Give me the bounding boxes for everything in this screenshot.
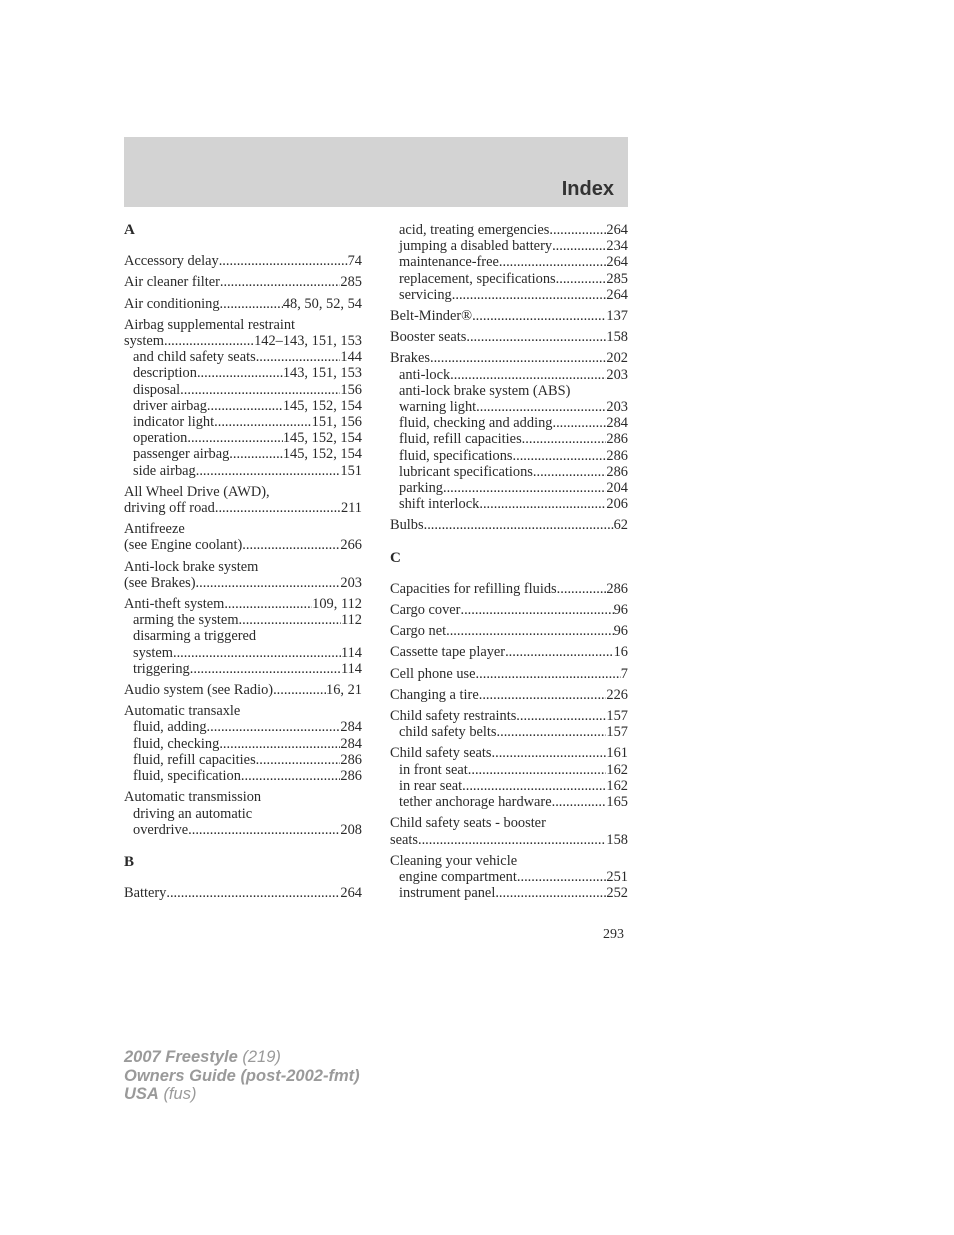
entry-label: overdrive bbox=[133, 821, 189, 838]
entry-page-ref: 112 bbox=[340, 612, 362, 629]
leader-dots bbox=[557, 581, 607, 597]
entry-label: maintenance-free bbox=[399, 254, 499, 271]
index-subentry bbox=[390, 271, 628, 287]
entry-label: fluid, specification bbox=[133, 768, 241, 785]
index-subentry bbox=[124, 736, 362, 752]
index-entry bbox=[124, 537, 362, 553]
index-entry bbox=[390, 581, 628, 597]
leader-dots bbox=[468, 762, 607, 778]
entry-label: lubricant specifications bbox=[399, 463, 533, 480]
entry-label: triggering bbox=[133, 660, 190, 677]
index-section-letter: C bbox=[390, 549, 401, 566]
entry-label: Child safety restraints bbox=[390, 708, 517, 725]
index-subentry bbox=[390, 778, 628, 794]
leader-dots bbox=[479, 687, 607, 703]
index-entry bbox=[390, 644, 628, 660]
entry-page-ref: 285 bbox=[340, 274, 362, 291]
entry-page-ref: 208 bbox=[340, 821, 362, 838]
index-entry bbox=[124, 253, 362, 269]
leader-dots bbox=[450, 367, 606, 383]
entry-label: side airbag bbox=[133, 462, 196, 479]
entry-label: Automatic transmission bbox=[124, 789, 262, 806]
index-subentry bbox=[124, 612, 362, 628]
leader-dots bbox=[190, 661, 341, 677]
entry-label: tether anchorage hardware bbox=[399, 794, 552, 811]
index-subentry bbox=[390, 254, 628, 270]
index-section-letter: B bbox=[124, 853, 135, 870]
entry-page-ref: 143, 151, 153 bbox=[282, 365, 362, 382]
index-subentry bbox=[390, 448, 628, 464]
leader-dots bbox=[173, 645, 341, 661]
entry-label: Cargo net bbox=[390, 623, 447, 640]
entry-label: passenger airbag bbox=[133, 446, 230, 463]
leader-dots bbox=[207, 719, 341, 735]
entry-label: driver airbag bbox=[133, 397, 207, 414]
leader-dots bbox=[476, 399, 606, 415]
leader-dots bbox=[166, 885, 340, 901]
entry-label: child safety belts bbox=[399, 724, 497, 741]
index-subentry bbox=[390, 794, 628, 810]
entry-page-ref: 114 bbox=[340, 644, 362, 661]
leader-dots bbox=[187, 430, 282, 446]
leader-dots bbox=[516, 708, 606, 724]
index-subentry bbox=[124, 752, 362, 768]
index-entry bbox=[390, 350, 628, 366]
entry-page-ref: 161 bbox=[606, 745, 628, 762]
leader-dots bbox=[443, 480, 606, 496]
leader-dots bbox=[214, 414, 311, 430]
entry-label: seats bbox=[390, 831, 418, 848]
entry-label: disposal bbox=[133, 381, 181, 398]
leader-dots bbox=[256, 752, 341, 768]
entry-page-ref: 203 bbox=[340, 574, 362, 591]
entry-page-ref: 211 bbox=[340, 500, 362, 517]
entry-page-ref: 157 bbox=[606, 708, 628, 725]
entry-page-ref: 162 bbox=[606, 777, 628, 794]
entry-label: fluid, refill capacities bbox=[133, 751, 256, 768]
index-entry-heading bbox=[390, 815, 628, 831]
index-subentry bbox=[390, 885, 628, 901]
page-number: 293 bbox=[603, 927, 624, 942]
index-subentry bbox=[390, 287, 628, 303]
entry-page-ref: 109, 112 bbox=[312, 596, 362, 613]
index-subentry bbox=[124, 661, 362, 677]
entry-label: Child safety seats bbox=[390, 745, 492, 762]
index-entry bbox=[390, 602, 628, 618]
entry-page-ref: 286 bbox=[340, 768, 362, 785]
entry-label: Changing a tire bbox=[390, 686, 479, 703]
entry-page-ref: 202 bbox=[606, 350, 628, 367]
document-footer bbox=[124, 1048, 360, 1104]
index-subentry bbox=[390, 222, 628, 238]
entry-label: (see Engine coolant) bbox=[124, 537, 243, 554]
leader-dots bbox=[207, 398, 283, 414]
entry-page-ref: 165 bbox=[606, 794, 628, 811]
leader-dots bbox=[462, 778, 606, 794]
leader-dots bbox=[552, 238, 606, 254]
entry-label: Cassette tape player bbox=[390, 644, 506, 661]
entry-page-ref: 157 bbox=[606, 724, 628, 741]
entry-page-ref: 234 bbox=[606, 238, 628, 255]
entry-label: Cell phone use bbox=[390, 665, 476, 682]
leader-dots bbox=[196, 463, 341, 479]
entry-page-ref: 162 bbox=[606, 761, 628, 778]
leader-dots bbox=[224, 596, 312, 612]
index-entry-heading bbox=[124, 559, 362, 575]
entry-page-ref: 226 bbox=[606, 686, 628, 703]
index-entry-heading bbox=[124, 484, 362, 500]
entry-page-ref: 142–143, 151, 153 bbox=[254, 333, 362, 350]
entry-page-ref: 264 bbox=[606, 222, 628, 238]
leader-dots bbox=[556, 271, 607, 287]
leader-dots bbox=[517, 869, 607, 885]
entry-label: Anti-lock brake system bbox=[124, 558, 259, 575]
entry-label: Cargo cover bbox=[390, 602, 461, 619]
entry-label: Antifreeze bbox=[124, 521, 185, 538]
entry-page-ref: 158 bbox=[606, 329, 628, 346]
entry-page-ref: 151, 156 bbox=[311, 414, 362, 431]
index-subentry bbox=[124, 414, 362, 430]
entry-label: indicator light bbox=[133, 414, 215, 431]
index-subentry bbox=[124, 822, 362, 838]
index-entry bbox=[390, 308, 628, 324]
entry-label: Bulbs bbox=[390, 517, 424, 534]
leader-dots bbox=[430, 350, 606, 366]
index-entry bbox=[390, 623, 628, 639]
entry-label: acid, treating emergencies bbox=[399, 222, 550, 238]
entry-label: fluid, checking and adding bbox=[399, 415, 553, 432]
entry-label: description bbox=[133, 365, 197, 382]
leader-dots bbox=[513, 448, 607, 464]
leader-dots bbox=[418, 832, 606, 848]
index-subentry bbox=[390, 762, 628, 778]
index-subentry bbox=[390, 724, 628, 740]
entry-page-ref: 145, 152, 154 bbox=[282, 430, 362, 447]
entry-page-ref: 114 bbox=[340, 660, 362, 677]
entry-page-ref: 252 bbox=[606, 885, 628, 902]
index-subentry bbox=[124, 349, 362, 365]
entry-label: Brakes bbox=[390, 350, 430, 367]
entry-page-ref: 7 bbox=[620, 665, 628, 682]
entry-label: fluid, specifications bbox=[399, 447, 513, 464]
index-entry bbox=[124, 274, 362, 290]
entry-label: servicing bbox=[399, 286, 452, 303]
entry-page-ref: 285 bbox=[606, 270, 628, 287]
entry-page-ref: 264 bbox=[606, 254, 628, 271]
entry-label: Audio system (see Radio) bbox=[124, 682, 274, 699]
index-entry bbox=[124, 682, 362, 698]
index-subentry bbox=[124, 430, 362, 446]
entry-label: fluid, checking bbox=[133, 735, 220, 752]
leader-dots bbox=[495, 885, 606, 901]
leader-dots bbox=[497, 724, 607, 740]
index-subentry bbox=[390, 367, 628, 383]
leader-dots bbox=[164, 333, 254, 349]
index-entry bbox=[390, 708, 628, 724]
index-entry bbox=[390, 832, 628, 848]
index-entry bbox=[390, 517, 628, 533]
index-entry-heading bbox=[124, 521, 362, 537]
entry-page-ref: 206 bbox=[606, 496, 628, 513]
entry-page-ref: 286 bbox=[606, 580, 628, 597]
index-subentry bbox=[124, 719, 362, 735]
index-entry-heading bbox=[124, 789, 362, 805]
leader-dots bbox=[256, 349, 341, 365]
entry-page-ref: 266 bbox=[340, 537, 362, 554]
entry-page-ref: 286 bbox=[606, 447, 628, 464]
entry-page-ref: 151 bbox=[340, 462, 362, 479]
leader-dots bbox=[472, 308, 606, 324]
index-subentry bbox=[390, 496, 628, 512]
entry-label: jumping a disabled battery bbox=[399, 238, 553, 255]
index-subentry bbox=[124, 398, 362, 414]
index-entry bbox=[390, 687, 628, 703]
entry-label: fluid, refill capacities bbox=[399, 431, 522, 448]
entry-label: arming the system bbox=[133, 612, 239, 629]
leader-dots bbox=[220, 296, 283, 312]
entry-label: Air conditioning bbox=[124, 295, 220, 312]
entry-page-ref: 264 bbox=[606, 286, 628, 303]
leader-dots bbox=[424, 517, 614, 533]
entry-page-ref: 137 bbox=[606, 308, 628, 325]
index-subentry bbox=[390, 431, 628, 447]
entry-page-ref: 145, 152, 154 bbox=[282, 397, 362, 414]
entry-label: Airbag supplemental restraint bbox=[124, 316, 296, 333]
leader-dots bbox=[215, 500, 341, 516]
index-subentry-heading bbox=[390, 383, 628, 399]
entry-label: Automatic transaxle bbox=[124, 703, 241, 720]
index-subentry bbox=[390, 238, 628, 254]
index-subentry-heading bbox=[124, 628, 362, 644]
entry-label: Booster seats bbox=[390, 329, 467, 346]
leader-dots bbox=[196, 575, 341, 591]
entry-label: in rear seat bbox=[399, 777, 463, 794]
index-subentry bbox=[124, 446, 362, 462]
entry-page-ref: 16 bbox=[613, 644, 628, 661]
entry-page-ref: 286 bbox=[606, 463, 628, 480]
entry-label: warning light bbox=[399, 399, 477, 416]
entry-label: driving off road bbox=[124, 500, 215, 517]
leader-dots bbox=[239, 612, 341, 628]
index-subentry bbox=[390, 869, 628, 885]
leader-dots bbox=[180, 382, 340, 398]
entry-label: instrument panel bbox=[399, 885, 496, 902]
index-subentry bbox=[124, 382, 362, 398]
header-band bbox=[124, 137, 628, 207]
index-entry-heading bbox=[390, 853, 628, 869]
entry-label: shift interlock bbox=[399, 496, 480, 513]
entry-label: Child safety seats - booster bbox=[390, 815, 546, 832]
leader-dots bbox=[552, 415, 606, 431]
index-subentry bbox=[390, 415, 628, 431]
index-subentry bbox=[124, 463, 362, 479]
leader-dots bbox=[197, 365, 283, 381]
spacer bbox=[390, 534, 628, 550]
index-entry-heading bbox=[124, 703, 362, 719]
entry-label: system bbox=[133, 644, 173, 661]
leader-dots bbox=[273, 682, 326, 698]
leader-dots bbox=[479, 496, 606, 512]
entry-page-ref: 284 bbox=[606, 415, 628, 432]
entry-label: Belt-Minder® bbox=[390, 308, 473, 325]
entry-label: disarming a triggered bbox=[133, 628, 257, 645]
leader-dots bbox=[460, 602, 613, 618]
entry-label: fluid, adding bbox=[133, 719, 207, 736]
leader-dots bbox=[452, 287, 607, 303]
index-subentry bbox=[124, 365, 362, 381]
entry-label: engine compartment bbox=[399, 868, 517, 885]
leader-dots bbox=[188, 822, 340, 838]
entry-page-ref: 264 bbox=[340, 885, 362, 902]
entry-label: operation bbox=[133, 430, 188, 447]
entry-label: Anti-theft system bbox=[124, 596, 225, 613]
entry-label: Air cleaner filter bbox=[124, 274, 220, 291]
index-subentry bbox=[390, 464, 628, 480]
leader-dots bbox=[499, 254, 607, 270]
entry-page-ref: 286 bbox=[606, 431, 628, 448]
entry-label: system bbox=[124, 333, 164, 350]
entry-page-ref: 62 bbox=[613, 517, 628, 534]
leader-dots bbox=[241, 768, 341, 784]
entry-page-ref: 156 bbox=[340, 381, 362, 398]
index-subentry bbox=[390, 480, 628, 496]
entry-page-ref: 286 bbox=[340, 751, 362, 768]
entry-label: Capacities for refilling fluids bbox=[390, 580, 557, 597]
entry-page-ref: 204 bbox=[606, 480, 628, 497]
leader-dots bbox=[533, 464, 607, 480]
leader-dots bbox=[219, 253, 348, 269]
leader-dots bbox=[229, 446, 283, 462]
entry-page-ref: 16, 21 bbox=[326, 682, 362, 699]
entry-label: replacement, specifications bbox=[399, 270, 556, 287]
index-entry bbox=[390, 666, 628, 682]
entry-label: driving an automatic bbox=[133, 805, 253, 822]
entry-page-ref: 158 bbox=[606, 831, 628, 848]
entry-page-ref: 144 bbox=[340, 349, 362, 366]
entry-label: Cleaning your vehicle bbox=[390, 852, 518, 869]
leader-dots bbox=[446, 623, 614, 639]
leader-dots bbox=[505, 644, 614, 660]
entry-label: and child safety seats bbox=[133, 349, 256, 366]
index-subentry-heading bbox=[124, 806, 362, 822]
entry-page-ref: 96 bbox=[613, 602, 628, 619]
entry-page-ref: 145, 152, 154 bbox=[282, 446, 362, 463]
entry-label: Battery bbox=[124, 885, 167, 902]
leader-dots bbox=[522, 431, 607, 447]
entry-page-ref: 203 bbox=[606, 366, 628, 383]
leader-dots bbox=[476, 666, 621, 682]
spacer bbox=[124, 838, 362, 854]
entry-label: All Wheel Drive (AWD), bbox=[124, 483, 270, 500]
entry-page-ref: 96 bbox=[613, 623, 628, 640]
entry-label: anti-lock bbox=[399, 366, 451, 383]
index-entry bbox=[390, 745, 628, 761]
entry-label: (see Brakes) bbox=[124, 574, 196, 591]
index-entry-heading bbox=[124, 317, 362, 333]
footer-model-code: (219) bbox=[242, 1048, 281, 1066]
leader-dots bbox=[466, 329, 606, 345]
leader-dots bbox=[552, 794, 607, 810]
entry-label: in front seat bbox=[399, 761, 468, 778]
footer-model: 2007 Freestyle bbox=[124, 1048, 238, 1066]
page-title: Index bbox=[561, 178, 614, 200]
entry-page-ref: 48, 50, 52, 54 bbox=[282, 295, 362, 312]
index-subentry bbox=[124, 768, 362, 784]
entry-label: Accessory delay bbox=[124, 253, 219, 270]
leader-dots bbox=[220, 274, 341, 290]
index-column-right bbox=[390, 222, 628, 901]
leader-dots bbox=[549, 222, 606, 238]
footer-market-code: (fus) bbox=[163, 1085, 197, 1103]
entry-page-ref: 251 bbox=[606, 868, 628, 885]
footer-guide: Owners Guide (post-2002-fmt) bbox=[124, 1066, 360, 1085]
index-entry bbox=[124, 596, 362, 612]
entry-page-ref: 74 bbox=[347, 253, 362, 270]
index-section-letter: A bbox=[124, 222, 135, 238]
leader-dots bbox=[492, 745, 607, 761]
entry-label: anti-lock brake system (ABS) bbox=[399, 382, 571, 399]
index-entry bbox=[390, 329, 628, 345]
index-entry bbox=[124, 296, 362, 312]
entry-page-ref: 284 bbox=[340, 735, 362, 752]
index-column-left bbox=[124, 222, 362, 901]
entry-label: parking bbox=[399, 480, 443, 497]
entry-page-ref: 203 bbox=[606, 399, 628, 416]
leader-dots bbox=[219, 736, 340, 752]
footer-market: USA bbox=[124, 1085, 159, 1103]
index-entry bbox=[124, 885, 362, 901]
index-entry bbox=[124, 500, 362, 516]
index-subentry bbox=[124, 645, 362, 661]
index-entry bbox=[124, 333, 362, 349]
index-subentry bbox=[390, 399, 628, 415]
leader-dots bbox=[242, 537, 340, 553]
index-entry bbox=[124, 575, 362, 591]
entry-page-ref: 284 bbox=[340, 719, 362, 736]
